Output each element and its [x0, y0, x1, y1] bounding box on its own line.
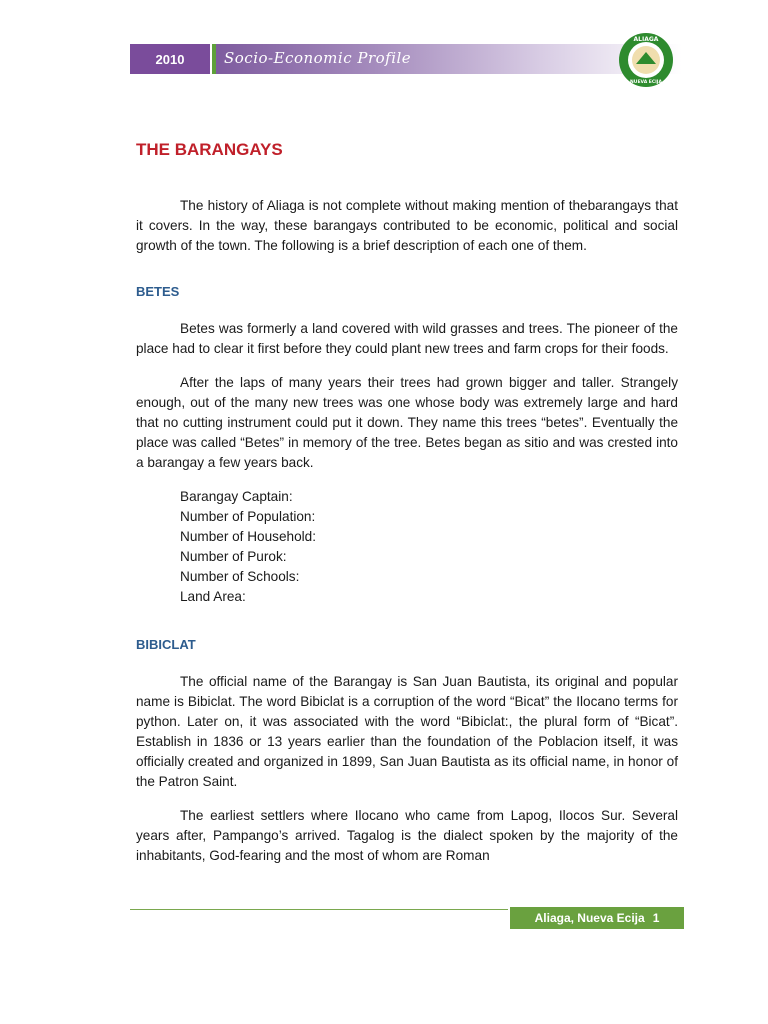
betes-paragraph-1: Betes was formerly a land covered with wild grasses and trees. The pioneer of the place had to clear it first before they could plant new trees and farm crops for their foods. [136, 321, 678, 356]
footer-location: Aliaga, Nueva Ecija [534, 911, 645, 925]
bibiclat-paragraph-1: The official name of the Barangay is San Juan Bautista, its original and popular name is Bibiclat. The word Bibiclat is a corruption of the word “Bicat” the Ilocano terms for python. Later on, it was associated with the word “Bibiclat:, the plural form of “Bicat”. Establish in 1836 or 13 years earlier than the foundation of the Poblacion itself, it was officially created and organized in 1899, San Juan Bautista as its official name, in honor of the Patron Saint. [136, 674, 678, 789]
bibiclat-paragraph-2: The earliest settlers where Ilocano who came from Lapog, Ilocos Sur. Several years after, Pampango’s arrived. Tagalog is the dialect spoken by the majority of the inhabitants, God-fearing and the most of whom are Roman [136, 808, 678, 863]
year-badge [130, 44, 210, 74]
document-body [136, 140, 678, 880]
page-title: THE BARANGAYS [136, 140, 283, 159]
betes-paragraph-2: After the laps of many years their trees had grown bigger and taller. Strangely enough, out of the many new trees was one whose body was extremely large and hard that no cutting instrument could put it down. They name this trees “betes”. Eventually the place was called “Betes” in memory of the tree. Betes began as sitio and was crested into a barangay a few years back. [136, 375, 678, 470]
header-accent-stripe [212, 44, 216, 74]
header-title: Socio-Economic Profile [224, 49, 412, 67]
section-heading-bibiclat: BIBICLAT [136, 637, 196, 652]
stat-schools: Number of Schools: [180, 569, 300, 584]
stat-barangay-captain: Barangay Captain: [180, 489, 293, 504]
header-title-bar [212, 44, 682, 74]
footer-divider [130, 909, 508, 910]
footer-badge [510, 907, 684, 929]
page-header [130, 44, 682, 74]
stat-land-area: Land Area: [180, 589, 246, 604]
stat-population: Number of Population: [180, 509, 316, 524]
section-betes [136, 284, 678, 607]
seal-top-text: ALIAGA [633, 36, 659, 43]
section-heading-betes: BETES [136, 284, 180, 299]
year-label: 2010 [155, 51, 185, 67]
page-number: 1 [652, 911, 660, 925]
betes-stats-list [180, 487, 678, 607]
intro-paragraph: The history of Aliaga is not complete without making mention of thebarangays that it covers. In the way, these barangays contributed to be economic, political and social growth of the town. The following is a brief description of each one of them. [136, 198, 678, 253]
municipal-seal-icon [618, 32, 674, 88]
stat-household: Number of Household: [180, 529, 317, 544]
stat-purok: Number of Purok: [180, 549, 287, 564]
section-bibiclat [136, 637, 678, 866]
seal-bottom-text: NUEVA ECIJA [630, 80, 662, 85]
